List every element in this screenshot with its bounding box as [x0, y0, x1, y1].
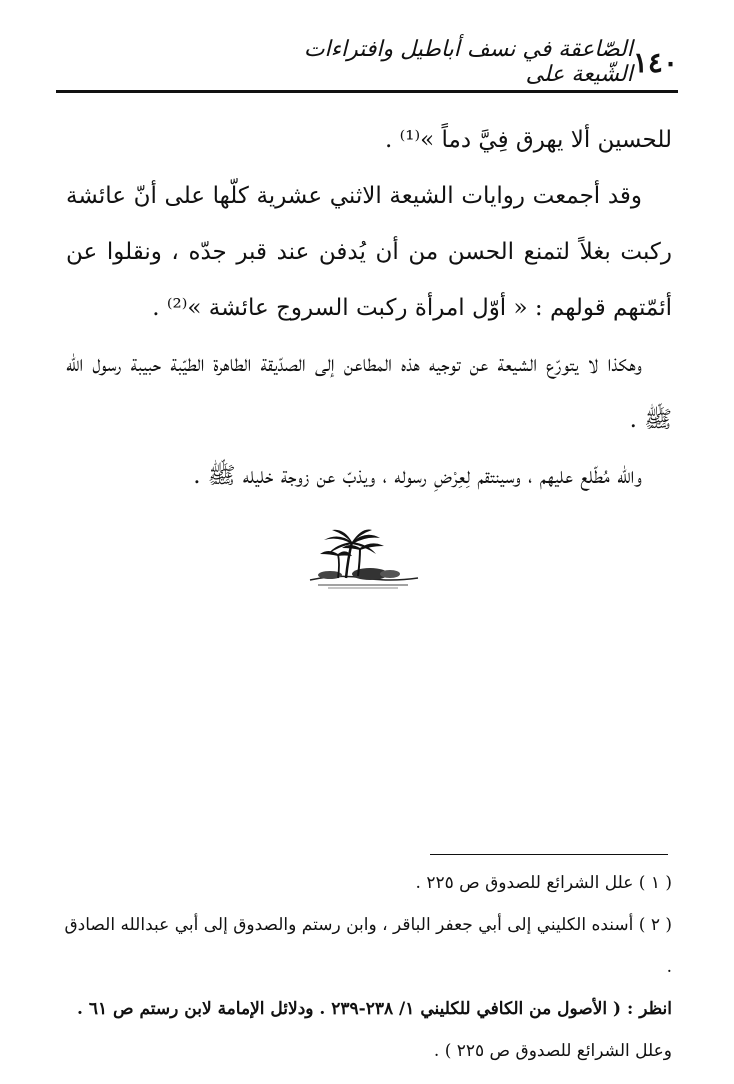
paragraph-continuation: للحسين ألا يهرق فِيَّ دماً »⁽¹⁾ .: [384, 127, 672, 153]
footnote: ( ٢ ) أسنده الكليني إلى أبي جعفر الباقر ، وابن رستم والصدوق إلى أبي عبدالله الصادق .: [64, 915, 672, 977]
paragraph: والله مُطّلع عليهم ، وسينتقم لِعِرْضِ رسوله ، ويذبّ عن زوجة خليله ﷺ .: [193, 463, 642, 489]
footnotes: [60, 862, 672, 1072]
running-title: الصّاعقة في نسف أباطيل وافتراءات الشّيعة على: [303, 37, 633, 87]
footnote: انظر : ( الأصول من الكافي للكليني ١/ ٢٣٨-٢٣٩ . ودلائل الإمامة لابن رستم ص ٦١ .: [76, 999, 672, 1019]
paragraph: وهكذا لا يتورّع الشيعة عن توجيه هذه المطاعن إلى الصدّيقة الطاهرة الطيّبة حبيبة رسول الله ﷺ .: [66, 351, 672, 433]
palm-tree-landscape-icon: [308, 528, 420, 590]
footnote-divider: [430, 854, 668, 855]
main-text: [66, 112, 672, 504]
footnote: ( ١ ) علل الشرائع للصدوق ص ٢٢٥ .: [415, 873, 672, 893]
footnote: وعلل الشرائع للصدوق ص ٢٢٥ ) .: [433, 1041, 672, 1061]
header-divider: [56, 90, 678, 93]
paragraph: وقد أجمعت روايات الشيعة الاثني عشرية كلّها على أنّ عائشة ركبت بغلاً لتمنع الحسن من أن يُدفن عند قبر جدّه ، ونقلوا عن أئمّتهم قولهم : « أوّل امرأة ركبت السروج عائشة »⁽²⁾ .: [66, 183, 672, 321]
page-header: [56, 37, 678, 87]
page-number: ١٤٠: [632, 45, 678, 79]
